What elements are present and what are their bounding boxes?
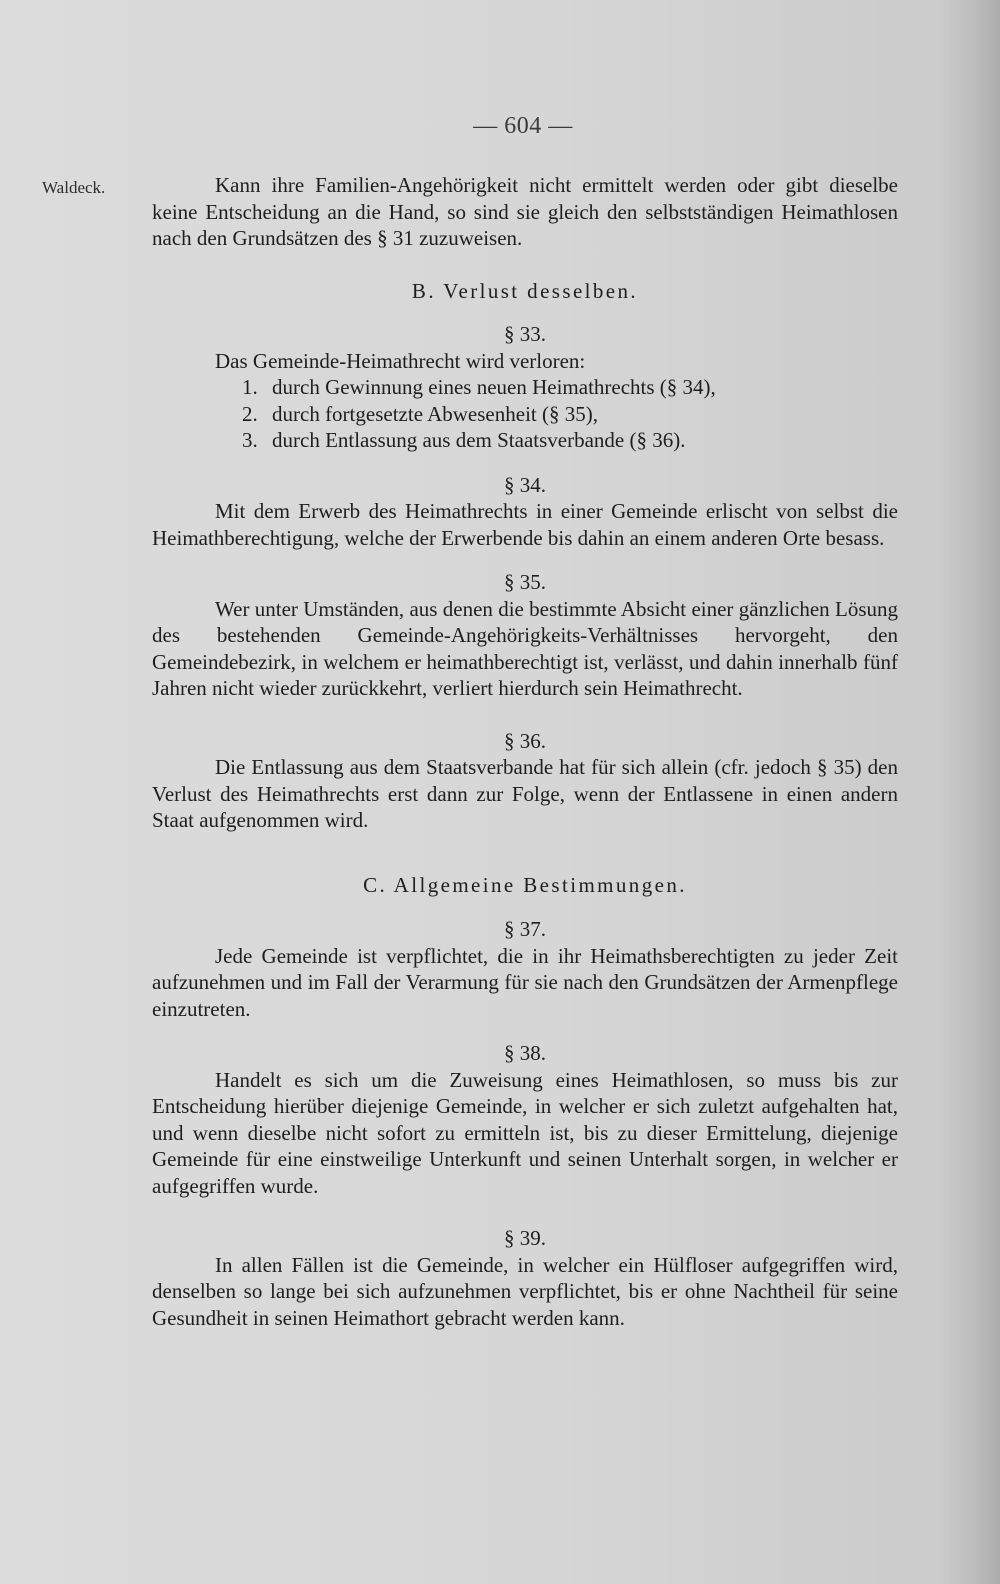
intro-paragraph: Kann ihre Familien-Angehörigkeit nicht ermittelt werden oder gibt dieselbe keine Entscheidung an die Hand, so sind sie gleich den selbstständigen Heimathlosen nach den Grundsätzen des § 31 zuzuweisen. xyxy=(152,173,898,250)
list-item-text: durch Gewinnung eines neuen Heimathrechts (§ 34), xyxy=(272,375,716,399)
section-heading-c: C. Allgemeine Bestimmungen. xyxy=(363,872,687,897)
list-item-text: durch Entlassung aus dem Staatsverbande (§ 36). xyxy=(272,428,686,452)
section-34-title: § 34. xyxy=(504,472,546,497)
section-33-title: § 33. xyxy=(504,322,546,346)
list-item xyxy=(152,427,898,454)
section-37-title: § 37. xyxy=(504,917,546,941)
list-item-number: 3. xyxy=(242,428,258,452)
section-38-text: Handelt es sich um die Zuweisung eines Heimathlosen, so muss bis zur Entscheidung hierüber diejenige Gemeinde, in welcher er sich zuletzt aufgehalten hat, und wenn dieselbe nicht sofort zu ermitteln ist, bis zu dieser Ermittelung, diejenige Gemeinde für eine einstweilige Unterkunft und seinen Unterhalt sorgen, in welcher er aufgegriffen wurde. xyxy=(152,1067,898,1198)
list-item-text: durch fortgesetzte Abwesenheit (§ 35), xyxy=(272,401,598,426)
section-heading-b: B. Verlust desselben. xyxy=(411,278,639,303)
section-34-text: Mit dem Erwerb des Heimathrechts in einer Gemeinde erlischt von selbst die Heimathberechtigung, welche der Erwerbende bis dahin an einem anderen Orte besass. xyxy=(152,499,898,550)
list-item xyxy=(152,401,898,428)
section-35-text: Wer unter Umständen, aus denen die bestimmte Absicht einer gänzlichen Lösung des bestehenden Gemeinde-Angehörigkeits-Verhältnisses hervorgeht, den Gemeindebezirk, in welchem er heimathberechtigt ist, verlässt, und dahin innerhalb fünf Jahren nicht wieder zurückkehrt, verliert hierdurch sein Heimathrecht. xyxy=(152,596,898,700)
section-36-title: § 36. xyxy=(504,728,546,753)
section-36-text: Die Entlassung aus dem Staatsverbande hat für sich allein (cfr. jedoch § 35) den Verlust des Heimathrechts erst dann zur Folge, wenn der Entlassene in einen andern Staat aufgenommen wird. xyxy=(152,755,898,832)
section-33-intro: Das Gemeinde-Heimathrecht wird verloren: xyxy=(215,348,586,373)
section-39-title: § 39. xyxy=(504,1226,546,1250)
page-edge-shadow xyxy=(940,0,1000,1584)
body-text xyxy=(152,172,898,1331)
margin-note: Waldeck. xyxy=(42,178,106,197)
list-item-number: 2. xyxy=(242,401,258,426)
list-item xyxy=(152,374,898,401)
section-38-title: § 38. xyxy=(504,1041,546,1065)
section-37-text: Jede Gemeinde ist verpflichtet, die in ihr Heimathsberechtigten zu jeder Zeit aufzunehmen und im Fall der Verarmung für sie nach den Grundsätzen der Armenpflege einzutreten. xyxy=(152,943,898,1021)
section-39-text: In allen Fällen ist die Gemeinde, in welcher ein Hülfloser aufgegriffen wird, denselben so lange bei sich aufzunehmen verpflichtet, bis er ohne Nachtheil für seine Gesundheit in seinen Heimathort gebracht werden kann. xyxy=(152,1252,898,1330)
section-33-list xyxy=(152,374,898,454)
list-item-number: 1. xyxy=(242,375,258,399)
section-35-title: § 35. xyxy=(504,570,546,594)
page-number: — 604 — xyxy=(473,113,573,139)
